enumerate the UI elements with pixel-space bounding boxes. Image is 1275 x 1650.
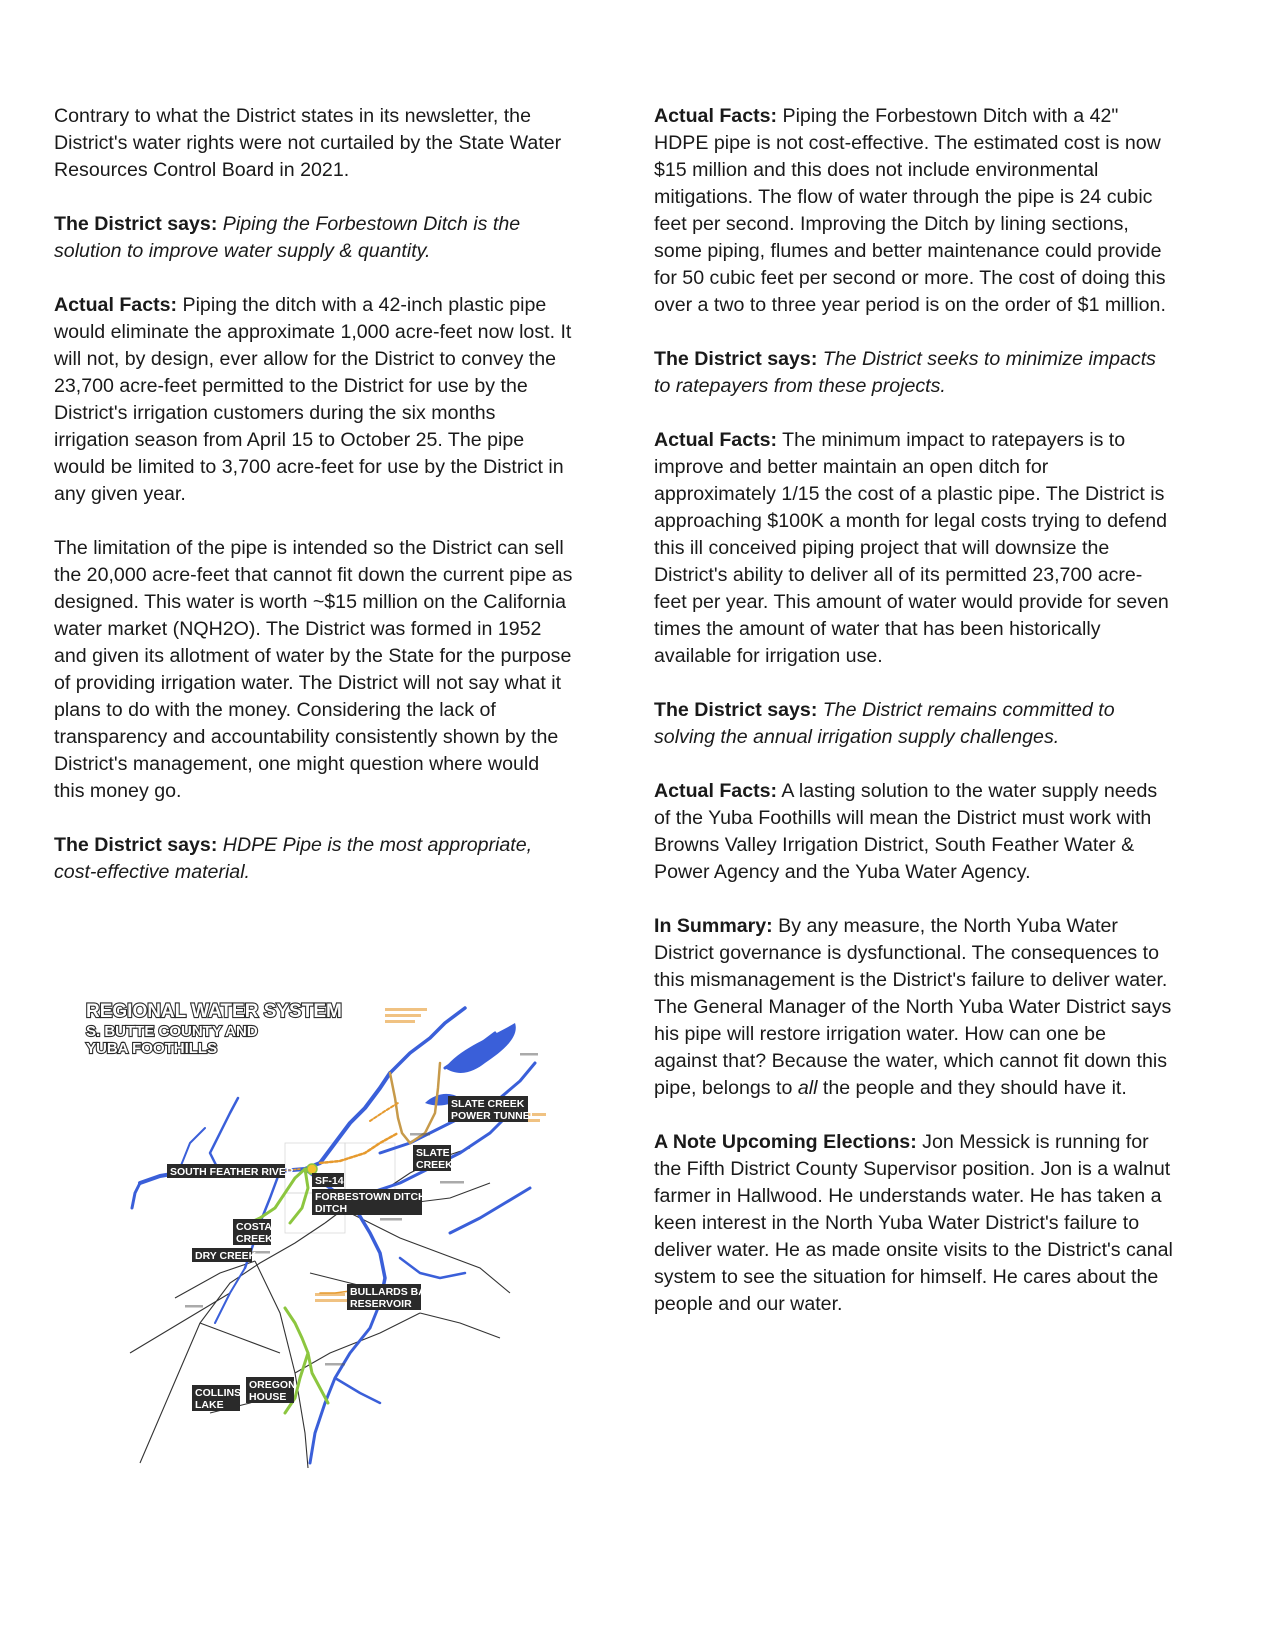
- svg-text:RESERVOIR: RESERVOIR: [350, 1298, 412, 1310]
- label-bullards-bar-reservoir: [347, 1284, 434, 1310]
- map-title-line1: REGIONAL WATER SYSTEM: [86, 1001, 342, 1022]
- district-says-quote: Piping the Forbestown Ditch is the solution to improve water supply & quantity.: [54, 213, 521, 262]
- regional-water-system-map: [80, 993, 565, 1475]
- svg-text:COSTA: COSTA: [236, 1221, 272, 1233]
- district-says-paragraph: [654, 346, 1174, 400]
- svg-text:CREEK: CREEK: [236, 1233, 273, 1245]
- district-says-label: The District says:: [654, 699, 818, 721]
- svg-text:LAKE: LAKE: [195, 1399, 224, 1411]
- district-says-label: The District says:: [54, 834, 218, 856]
- svg-text:DITCH: DITCH: [315, 1203, 348, 1215]
- svg-text:DRY CREEK: DRY CREEK: [195, 1250, 257, 1262]
- map-title-line2: S. BUTTE COUNTY AND: [86, 1023, 258, 1040]
- svg-text:BULLARDS BAR: BULLARDS BAR: [350, 1286, 434, 1298]
- svg-text:SOUTH FEATHER RIVER: SOUTH FEATHER RIVER: [170, 1166, 294, 1178]
- label-south-feather-river: [167, 1164, 294, 1178]
- label-oregon-house: [246, 1377, 296, 1403]
- label-slate-creek-power-tunnel: [448, 1096, 537, 1122]
- pipe-limitation-paragraph: The limitation of the pipe is intended so the District can sell the 20,000 acre-feet that cannot fit down the current pipe as designed. This water is worth ~$15 million on the California water market (NQH2O). The District was formed in 1952 and given its allotment of water by the State for the purpose of providing irrigation water. The District will not say what it plans to do with the money. Considering the lack of transparency and accountability consistently shown by the District's management, one might question where would this money go.: [54, 537, 573, 802]
- right-column: [654, 103, 1174, 1345]
- svg-text:OREGON: OREGON: [249, 1379, 296, 1391]
- actual-facts-label: Actual Facts:: [54, 294, 178, 316]
- district-says-label: The District says:: [54, 213, 218, 235]
- label-dry-creek: [192, 1248, 257, 1262]
- left-column: [54, 103, 574, 913]
- label-collins-lake: [192, 1385, 241, 1411]
- label-sf14: [312, 1173, 344, 1187]
- label-slate-creek: [413, 1145, 453, 1171]
- district-says-quote: The District seeks to minimize impacts to ratepayers from these projects.: [654, 348, 1156, 397]
- elections-paragraph: A Note Upcoming Elections: Jon Messick is running for the Fifth District County Supervisor position. Jon is a walnut farmer in Hallwood. He understands water. He has taken a keen interest in the North Yuba Water District's failure to deliver water. He as made onsite visits to the District's canal system to see the situation for himself. He cares about the people and our water.: [654, 1131, 1173, 1315]
- actual-facts-paragraph: Actual Facts: A lasting solution to the water supply needs of the Yuba Foothills will mean the District must work with Browns Valley Irrigation District, South Feather Water & Power Agency and the Yuba Water Agency.: [654, 780, 1158, 883]
- actual-facts-label: Actual Facts:: [654, 429, 778, 451]
- actual-facts-paragraph: Actual Facts: The minimum impact to ratepayers is to improve and better maintain an open ditch for approximately 1/15 the cost of a plastic pipe. The District is approaching $100K a month for legal costs trying to defend this ill conceived piping project that will downsize the District's ability to deliver all of its permitted 23,700 acre-feet per year. This amount of water would provide for seven times the amount of water that has been historically available for irrigation use.: [654, 429, 1169, 667]
- svg-text:SF-14: SF-14: [315, 1175, 344, 1187]
- svg-text:HOUSE: HOUSE: [249, 1391, 287, 1403]
- district-says-quote: HDPE Pipe is the most appropriate, cost-effective material.: [54, 834, 533, 883]
- actual-facts-paragraph: Actual Facts: Piping the Forbestown Ditch with a 42" HDPE pipe is not cost-effective. The estimated cost is now $15 million and this does not include environmental mitigations. The flow of water through the pipe is 24 cubic feet per second. Improving the Ditch by lining sections, some piping, flumes and better maintenance could provide for 50 cubic feet per second or more. The cost of doing this over a two to three year period is on the order of $1 million.: [654, 105, 1166, 316]
- label-costa-creek: [233, 1219, 273, 1245]
- label-forbestown-ditch: [312, 1189, 426, 1215]
- svg-text:FORBESTOWN DITCH: FORBESTOWN DITCH: [315, 1191, 426, 1203]
- summary-label: In Summary:: [654, 915, 773, 937]
- summary-paragraph: In Summary: By any measure, the North Yuba Water District governance is dysfunctional. The consequences to this mismanagement is the District's failure to deliver water. The General Manager of the North Yuba Water District says his pipe will restore irrigation water. How can one be against that? Because the water, which cannot fit down this pipe, belongs to all the people and they should have it.: [654, 915, 1172, 1099]
- svg-text:CREEK: CREEK: [416, 1159, 453, 1171]
- actual-facts-paragraph: Actual Facts: Piping the ditch with a 42-inch plastic pipe would eliminate the approximate 1,000 acre-feet now lost. It will not, by design, ever allow for the District to convey the 23,700 acre-feet permitted to the District for use by the District's irrigation customers during the six months irrigation season from April 15 to October 25. The pipe would be limited to 3,700 acre-feet for use by the District in any given year.: [54, 294, 572, 505]
- intro-paragraph: Contrary to what the District states in its newsletter, the District's water rights were not curtailed by the State Water Resources Control Board in 2021.: [54, 105, 562, 181]
- actual-facts-label: Actual Facts:: [654, 780, 778, 802]
- district-says-paragraph: [54, 211, 574, 265]
- sf14-junction: [307, 1164, 317, 1174]
- actual-facts-label: Actual Facts:: [654, 105, 778, 127]
- district-says-label: The District says:: [654, 348, 818, 370]
- map-title-line3: YUBA FOOTHILLS: [86, 1040, 218, 1057]
- svg-text:POWER TUNNEL: POWER TUNNEL: [451, 1110, 537, 1122]
- emphasis-all: all: [797, 1077, 818, 1099]
- svg-text:COLLINS: COLLINS: [195, 1387, 242, 1399]
- district-says-quote: The District remains committed to solving the annual irrigation supply challenges.: [654, 699, 1115, 748]
- elections-label: A Note Upcoming Elections:: [654, 1131, 917, 1153]
- district-says-paragraph: [54, 832, 574, 886]
- district-says-paragraph: [654, 697, 1174, 751]
- svg-text:SLATE: SLATE: [416, 1147, 450, 1159]
- svg-text:SLATE CREEK: SLATE CREEK: [451, 1098, 525, 1110]
